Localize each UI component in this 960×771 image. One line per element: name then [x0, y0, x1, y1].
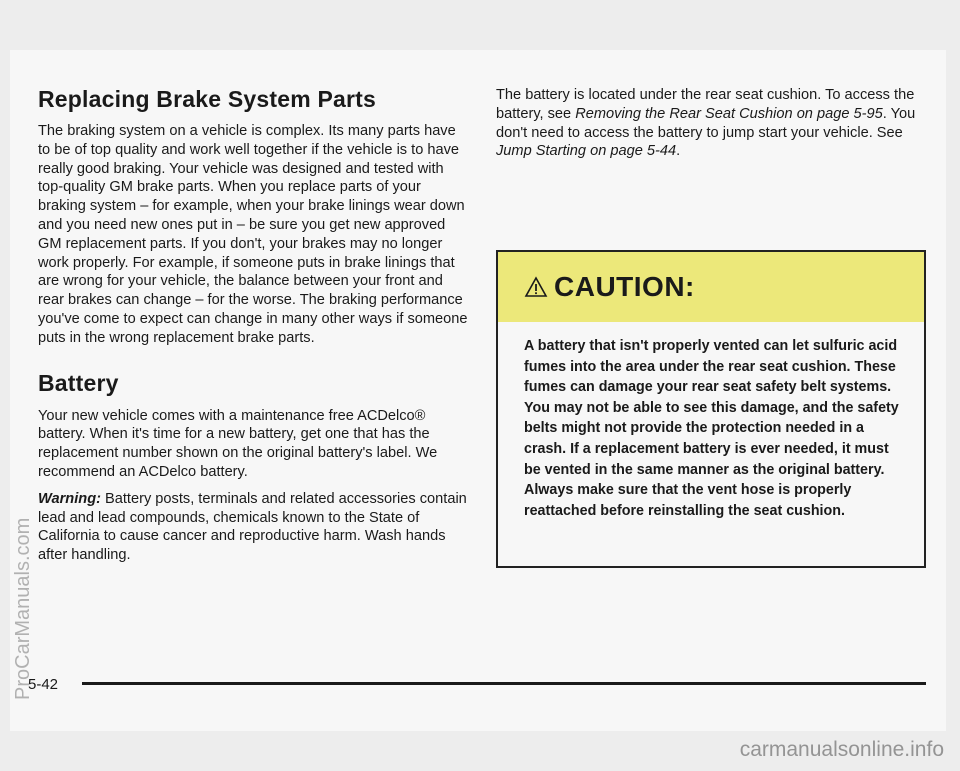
section-heading-brake-parts: Replacing Brake System Parts — [38, 86, 376, 112]
left-column — [38, 86, 468, 565]
vertical-watermark — [2, 300, 42, 700]
footer-rule — [82, 682, 926, 685]
intro-text-c: . — [676, 143, 681, 160]
bottom-watermark: carmanualsonline.info — [739, 738, 944, 761]
warning-triangle-icon — [524, 276, 548, 298]
ref-rear-seat: Removing the Rear Seat Cushion on page 5-95 — [575, 105, 883, 122]
battery-paragraph: Your new vehicle comes with a maintenance free ACDelco® battery. When it's time for a new battery, get one that has the replacement number shown on the original battery's label. We recommend an ACDelco battery. — [38, 407, 438, 480]
warning-paragraph — [38, 490, 468, 565]
battery-location-paragraph — [496, 86, 926, 161]
warning-label: Warning: — [38, 490, 101, 507]
intro-text-a: The battery is located under the rear seat cushion. To access the battery, see — [496, 87, 915, 122]
page-number: 5-42 — [28, 676, 59, 693]
warning-text: Battery posts, terminals and related accessories contain lead and lead compounds, chemicals known to the State of California to cause cancer and reproductive harm. Wash hands after handling. — [38, 490, 467, 564]
caution-header — [498, 252, 924, 322]
vertical-watermark-text: ProCarManuals.com — [12, 517, 34, 700]
right-column — [496, 86, 926, 161]
intro-text-b: . You don't need to access the battery to jump start your vehicle. See — [496, 105, 916, 141]
caution-title-text: CAUTION: — [554, 271, 695, 302]
section-heading-battery: Battery — [38, 369, 119, 396]
caution-title — [524, 271, 695, 303]
ref-jump-starting: Jump Starting on page 5-44 — [496, 143, 677, 160]
manual-page — [10, 50, 946, 731]
caution-box — [496, 250, 926, 568]
brake-parts-paragraph: The braking system on a vehicle is complex. Its many parts have to be of top quality and work well together if the vehicle is to have really good braking. Your vehicle was designed and tested with top-quality GM brake parts. When you replace parts of your braking system – for example, when your brake linings wear down and you need new ones put in – be sure you get new approved GM replacement parts. If you don't, your brakes may no longer work properly. For example, if someone puts in brake linings that are wrong for your vehicle, the balance between your front and rear brakes can change – for the worse. The braking performance you've come to expect can change in many other ways if someone puts in the wrong replacement brake parts. — [38, 123, 468, 346]
caution-body: A battery that isn't properly vented can let sulfuric acid fumes into the area under the rear seat cushion. These fumes can damage your rear seat safety belt systems. You may not be able to see this damage, and the safety belts might not provide the protection needed in a crash. If a replacement battery is ever needed, it must be vented in the same manner as the original battery. Always make sure that the vent hose is properly reattached before reinstalling the seat cushion. — [524, 338, 899, 519]
